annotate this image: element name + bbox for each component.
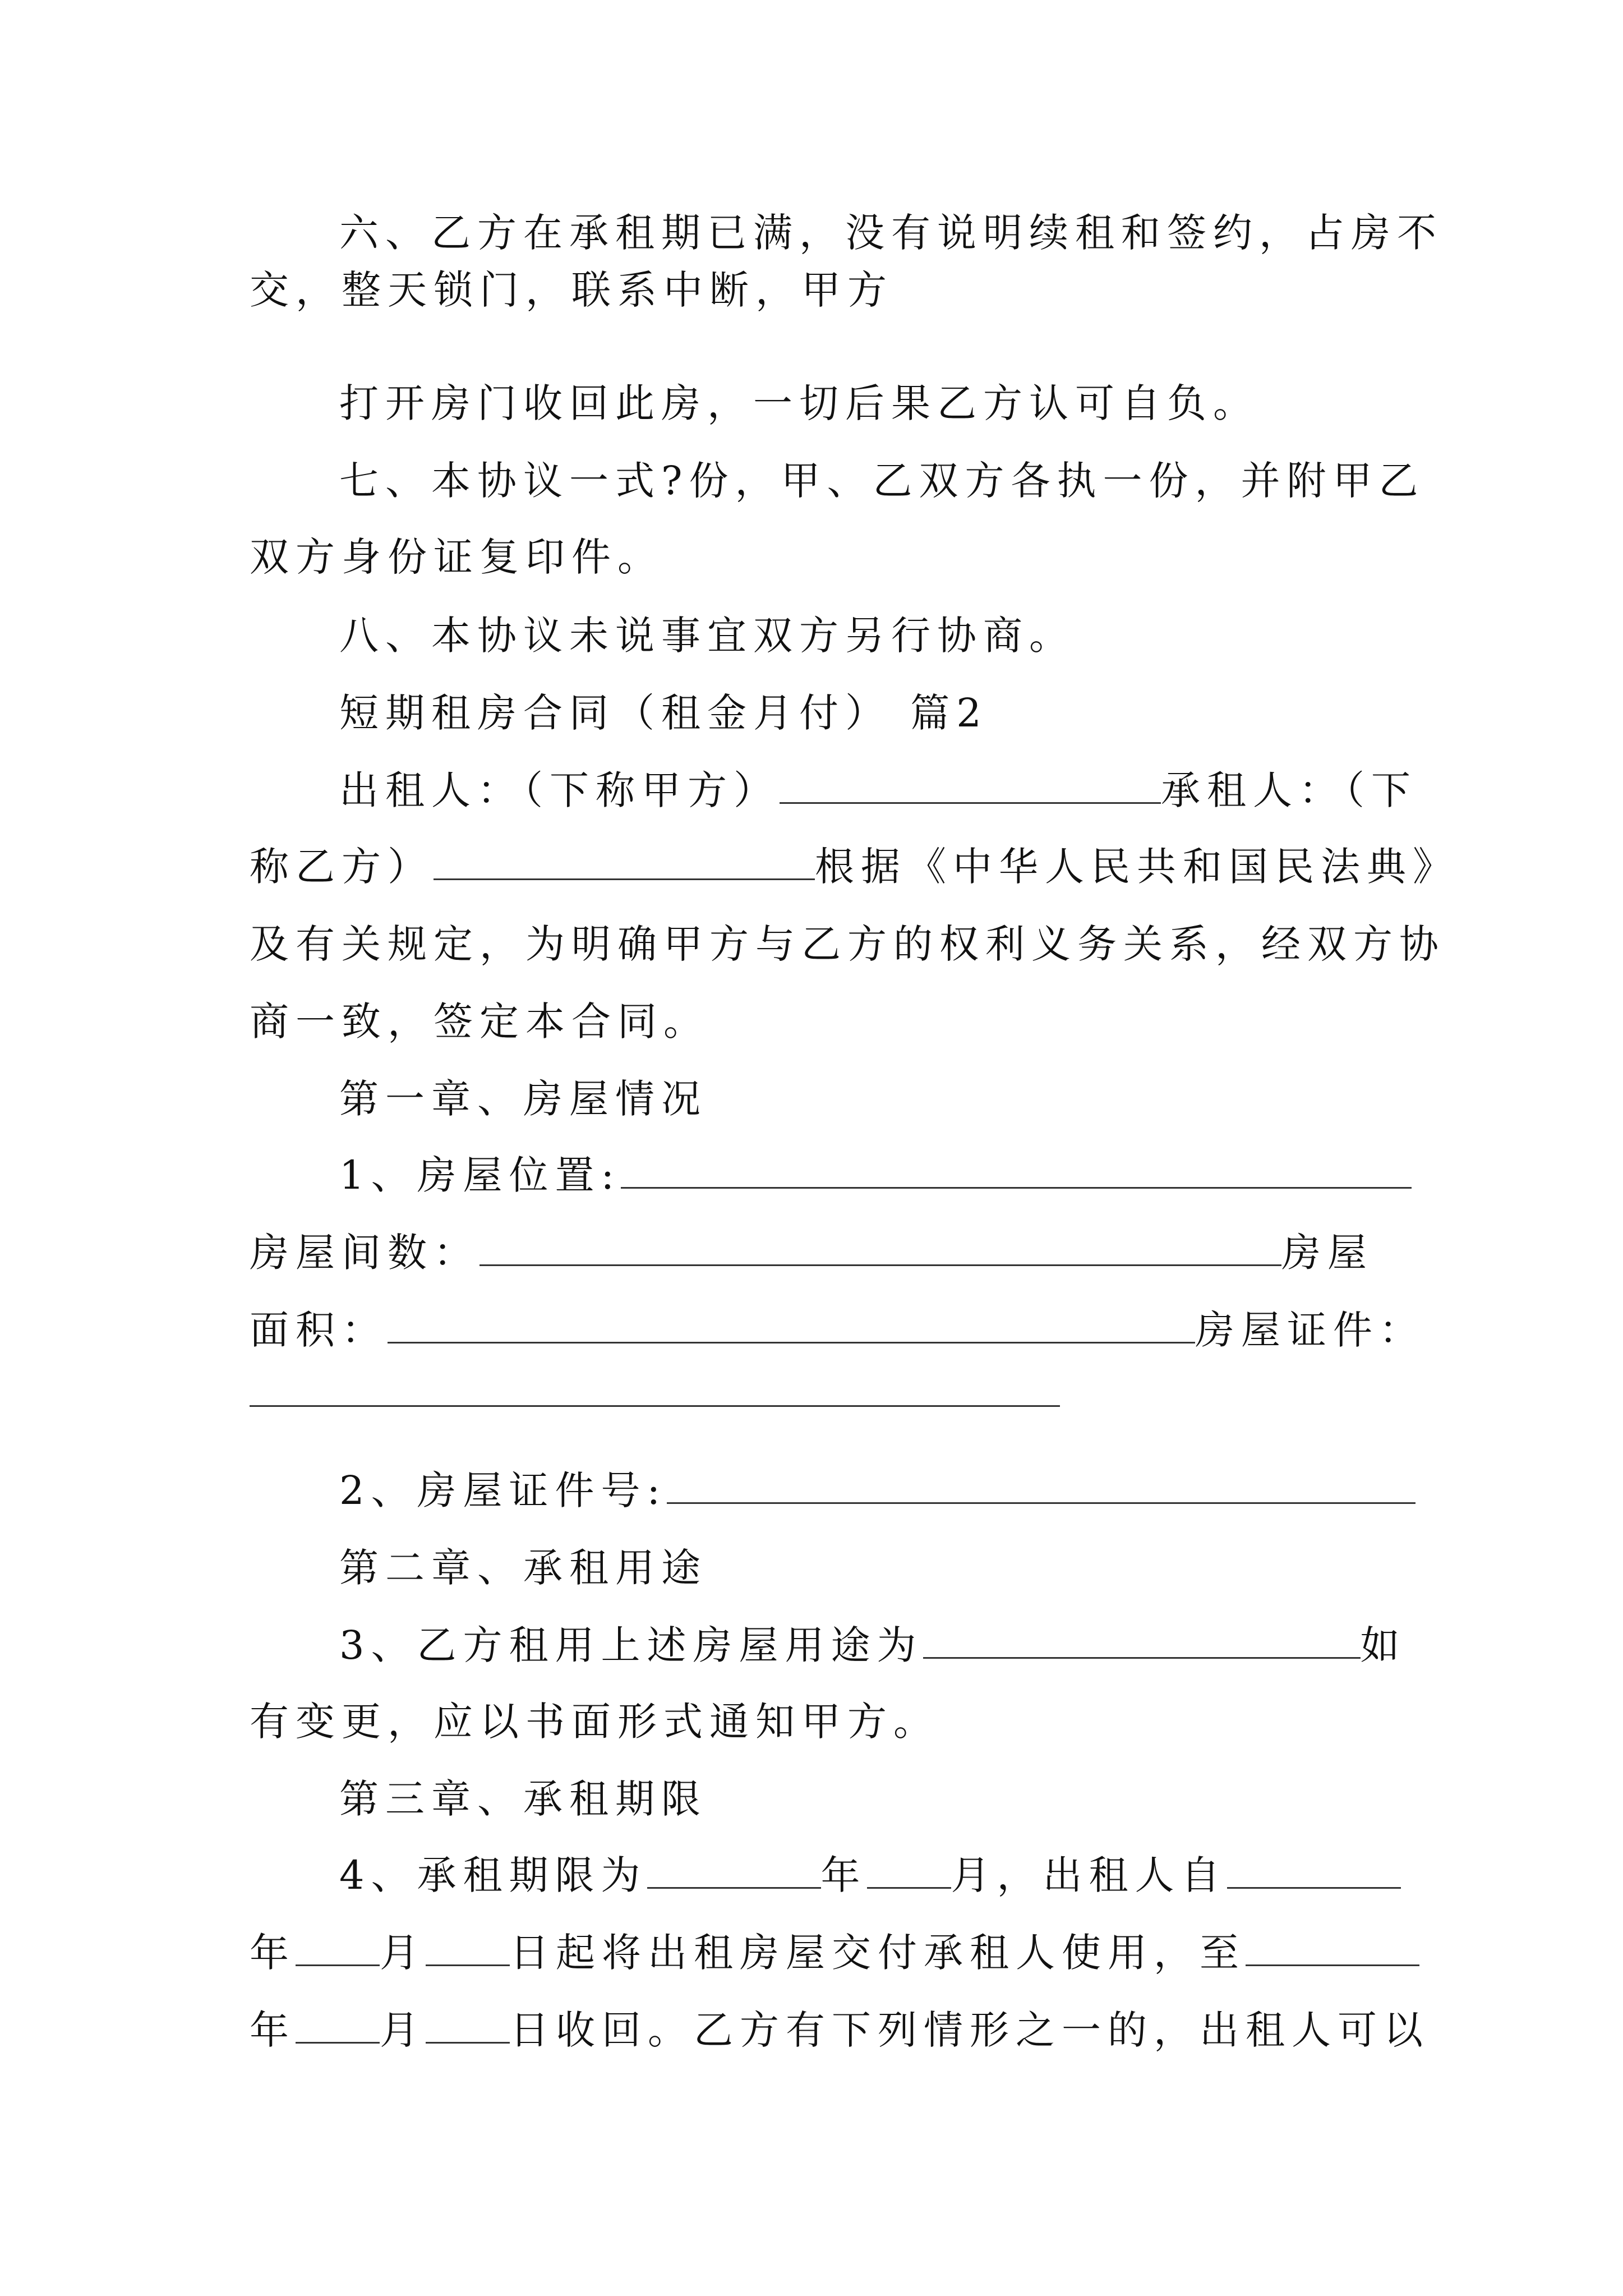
preamble-line-4: 商一致，签定本合同。 [250,999,709,1045]
cert-no-line [339,1467,1415,1513]
section-heading-2: 短期租房合同（租金月付） 篇2 [339,690,988,736]
chapter-2-title: 第二章、承租用途 [339,1545,707,1591]
end-day-blank [426,2012,510,2044]
use-label: 3、乙方租用上述房屋用途为 [339,1622,923,1668]
day-label: 日 [510,1930,556,1976]
deliver-text: 起将出租房屋交付承租人使用，至 [556,1930,1246,1976]
term-months-blank [867,1857,951,1889]
clause-6-line-2: 交，整天锁门，联系中断，甲方 [250,267,893,313]
lessee-label: 承租人：（下 [1161,767,1417,813]
term-line-2 [250,1930,1419,1976]
from-text: ，出租人自 [997,1852,1227,1898]
location-line [339,1152,1412,1198]
end-month-blank [296,2012,380,2044]
area-label-part-1: 房屋 [1281,1230,1373,1276]
lessee-blank [434,848,815,880]
cert-no-blank [667,1472,1415,1504]
clause-6-line-3: 打开房门收回此房，一切后果乙方认可自负。 [339,380,1259,426]
end-year-blank [1246,1934,1419,1966]
term-line-1 [339,1852,1401,1898]
lessor-blank [780,772,1161,804]
rooms-line [250,1230,1373,1276]
recover-text: 收回。乙方有下列情形之一的，出租人可以 [556,2007,1430,2053]
cert-label: 房屋证件： [1195,1307,1425,1353]
rooms-blank [479,1234,1281,1266]
location-label: 1、房屋位置: [339,1152,621,1198]
clause-8: 八、本协议未说事宜双方另行协商。 [339,613,1075,659]
area-blank [388,1312,1195,1343]
preamble-line-3: 及有关规定，为明确甲方与乙方的权利义务关系，经双方协 [250,921,1445,967]
lessor-line [339,767,1417,813]
law-reference: 根据《中华人民共和国民法典》 [815,844,1459,890]
start-year-blank [1227,1857,1401,1889]
chapter-1-title: 第一章、房屋情况 [339,1076,707,1122]
chapter-3-title: 第三章、承租期限 [339,1776,707,1822]
cert-no-label: 2、房屋证件号: [339,1467,667,1513]
clause-7-line-1: 七、本协议一式?份，甲、乙双方各执一份，并附甲乙 [339,458,1425,504]
use-blank [923,1627,1361,1659]
start-day-blank [426,1934,510,1966]
year-label: 年 [820,1852,867,1898]
month-label: 月 [951,1852,997,1898]
rooms-label: 房屋间数： [250,1230,479,1276]
term-line-3 [250,2007,1430,2053]
use-suffix: 如 [1360,1622,1407,1668]
year-label: 年 [250,2007,296,2053]
lessee-label-cont: 称乙方） [250,844,434,890]
clause-6-line-1: 六、乙方在承租期已满，没有说明续租和签约，占房不 [339,210,1443,256]
term-label: 4、承租期限为 [339,1852,647,1898]
cert-blank [250,1405,1060,1407]
use-line [339,1622,1407,1668]
term-years-blank [647,1857,821,1889]
area-line [250,1307,1425,1353]
lessee-line [250,844,1459,890]
month-label: 月 [380,1930,426,1976]
area-label-part-2: 面积： [250,1307,388,1353]
location-blank [621,1157,1412,1189]
month-label: 月 [380,2007,426,2053]
day-label: 日 [510,2007,556,2053]
start-month-blank [296,1934,380,1966]
clause-7-line-2: 双方身份证复印件。 [250,534,663,580]
use-line-2: 有变更，应以书面形式通知甲方。 [250,1699,939,1745]
lessor-label: 出租人：（下称甲方） [339,767,780,813]
year-label: 年 [250,1930,296,1976]
